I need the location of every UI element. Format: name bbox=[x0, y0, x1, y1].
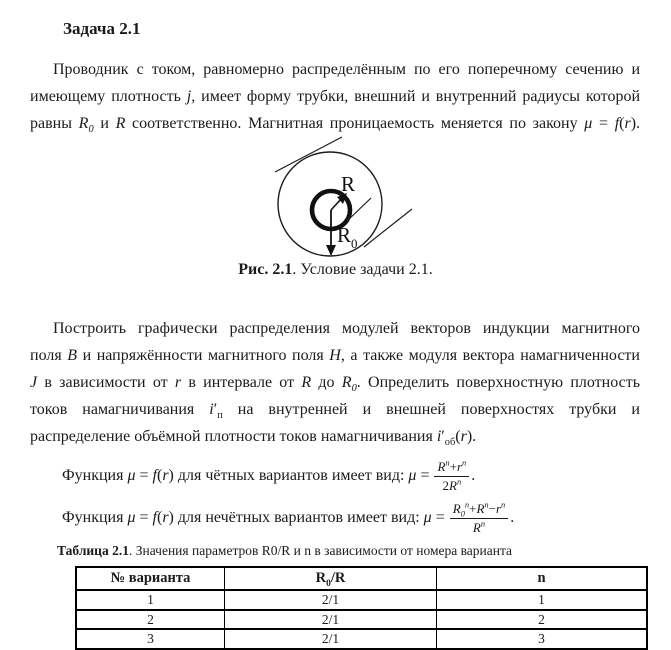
formula-even-variants bbox=[62, 456, 640, 496]
table-cell: 1 bbox=[437, 590, 648, 610]
fraction bbox=[450, 501, 509, 535]
table-cell: 2 bbox=[76, 610, 225, 630]
variants-table bbox=[75, 566, 648, 650]
paragraph-line: токов намагничивания $i'_п$ на внутренней и внешней поверхностях трубки и bbox=[30, 401, 640, 422]
table-cell: 2 bbox=[437, 610, 648, 630]
header-r0-over-r: $R_0/R$ bbox=[225, 567, 437, 590]
paragraph-line: имеющему плотность j, имеет форму трубки, внешний и внутренний радиусы которой bbox=[30, 88, 641, 105]
table-cell: 2/1 bbox=[225, 610, 437, 630]
table-cell: 2/1 bbox=[225, 629, 437, 649]
tube-edge-line-top bbox=[275, 137, 342, 172]
paragraph-task bbox=[30, 315, 640, 450]
table-cell: 1 bbox=[76, 590, 225, 610]
tube-cross-section-figure bbox=[250, 137, 440, 259]
formula-lead-text: Функция μ = f(r) для нечётных вариантов имеет вид: μ = bbox=[62, 509, 445, 526]
formula-lead-text: Функция μ = f(r) для чётных вариантов имеет вид: μ = bbox=[62, 467, 430, 484]
formula-period: . bbox=[510, 509, 515, 526]
fraction-numerator: $R_0^n+R^n-r^n$ bbox=[452, 499, 506, 519]
formula-period: . bbox=[471, 467, 476, 484]
table-row bbox=[76, 590, 647, 610]
header-variant-number: № варианта bbox=[76, 567, 225, 590]
fraction-denominator: $2R^n$ bbox=[434, 476, 469, 494]
radius-r0-label-sub: 0 bbox=[351, 236, 358, 251]
fraction-denominator: $R^n$ bbox=[450, 518, 509, 536]
figure-caption: Рис. 2.1. Условие задачи 2.1. bbox=[238, 261, 433, 278]
document-page bbox=[0, 18, 671, 647]
fraction-numerator: $R^n+r^n$ bbox=[437, 457, 467, 474]
table-row bbox=[76, 610, 647, 630]
table-header-row bbox=[76, 567, 647, 590]
problem-title: Задача 2.1 bbox=[63, 19, 141, 38]
header-n: n bbox=[437, 567, 648, 590]
radius-r-label: R bbox=[341, 172, 356, 196]
tube-edge-line-bottom bbox=[364, 209, 412, 247]
paragraph-line: J в зависимости от r в интервале от R до $R_0$. Определить поверхностную плотность bbox=[30, 374, 641, 395]
outer-circle bbox=[278, 152, 382, 256]
formula-odd-variants bbox=[62, 498, 640, 538]
table-caption: Таблица 2.1. Значения параметров R0/R и n в зависимости от номера варианта bbox=[57, 543, 513, 558]
table-cell: 3 bbox=[76, 629, 225, 649]
paragraph-line: распределение объёмной плотности токов намагничивания $i'_{об}(r)$. bbox=[30, 428, 477, 449]
paragraph-line: поля B и напряжённости магнитного поля H, а также модуля вектора намагниченности bbox=[30, 347, 640, 364]
paragraph-intro bbox=[30, 56, 640, 137]
table-cell: 3 bbox=[437, 629, 648, 649]
table-cell: 2/1 bbox=[225, 590, 437, 610]
radius-r0-label: R bbox=[337, 223, 352, 247]
paragraph-line: Построить графически распределения модулей векторов индукции магнитного bbox=[53, 320, 640, 337]
paragraph-line: равны $R_0$ и R соответственно. Магнитная проницаемость меняется по закону μ = f(r). bbox=[30, 115, 641, 136]
table-row bbox=[76, 629, 647, 649]
fraction bbox=[434, 459, 469, 493]
radius-r0-arrowhead bbox=[326, 245, 336, 256]
paragraph-line: Проводник с током, равномерно распределённым по его поперечному сечению и bbox=[53, 61, 640, 78]
